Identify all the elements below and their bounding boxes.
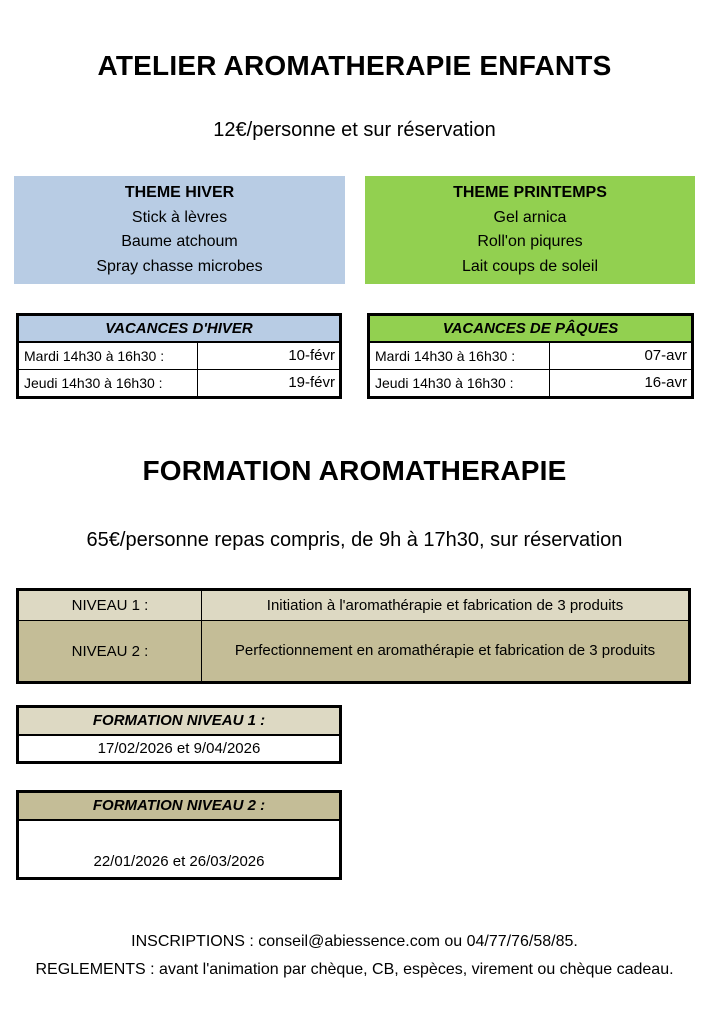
vacances-hiver-table (16, 313, 342, 399)
vacances-hiver-header: VACANCES D'HIVER (19, 316, 339, 343)
page-title: ATELIER AROMATHERAPIE ENFANTS (97, 50, 612, 81)
niveau-table (16, 588, 691, 684)
theme-printemps-title: THEME PRINTEMPS (453, 184, 607, 202)
theme-hiver-item-1: Stick à lèvres (131, 208, 228, 226)
schedule-date: 07-avr (644, 347, 687, 364)
atelier-price-line: 12€/personne et sur réservation (213, 119, 496, 141)
schedule-label: Mardi 14h30 à 16h30 : (19, 343, 198, 369)
niveau2-description: Perfectionnement en aromathérapie et fabrication de 3 produits (234, 642, 656, 660)
theme-hiver-item-3: Spray chasse microbes (96, 257, 263, 275)
table-row (19, 621, 688, 681)
theme-printemps-box (365, 176, 695, 284)
niveau1-label: NIVEAU 1 : (19, 591, 202, 620)
vacances-paques-table (367, 313, 694, 399)
vacances-paques-header: VACANCES DE PÂQUES (370, 316, 691, 343)
table-row (19, 370, 339, 396)
table-row (19, 591, 688, 621)
formation-niveau2-box (16, 790, 342, 880)
theme-hiver-box (14, 176, 345, 284)
theme-hiver-title: THEME HIVER (124, 184, 235, 202)
niveau1-description: Initiation à l'aromathérapie et fabrication de 3 produits (266, 596, 624, 614)
formation-niveau1-header: FORMATION NIVEAU 1 : (19, 708, 339, 736)
formation-niveau1-box (16, 705, 342, 764)
reglements-line: REGLEMENTS : avant l'animation par chèque, CB, espèces, virement ou chèque cadeau. (35, 961, 674, 978)
formation-title: FORMATION AROMATHERAPIE (142, 455, 567, 486)
theme-printemps-item-1: Gel arnica (493, 208, 567, 226)
schedule-label: Jeudi 14h30 à 16h30 : (19, 370, 198, 396)
theme-printemps-item-3: Lait coups de soleil (461, 257, 599, 275)
schedule-label: Jeudi 14h30 à 16h30 : (370, 370, 550, 396)
formation-niveau1-dates: 17/02/2026 et 9/04/2026 (19, 736, 339, 761)
table-row (19, 343, 339, 370)
schedule-date: 19-févr (288, 374, 335, 391)
inscriptions-line: INSCRIPTIONS : conseil@abiessence.com ou 04/77/76/58/85. (131, 933, 578, 950)
niveau2-label: NIVEAU 2 : (19, 621, 202, 681)
theme-hiver-item-2: Baume atchoum (121, 233, 238, 251)
table-row (370, 370, 691, 396)
table-row (370, 343, 691, 370)
theme-printemps-item-2: Roll'on piqures (477, 233, 583, 251)
schedule-label: Mardi 14h30 à 16h30 : (370, 343, 550, 369)
formation-niveau2-header: FORMATION NIVEAU 2 : (19, 793, 339, 821)
formation-niveau2-dates: 22/01/2026 et 26/03/2026 (19, 821, 339, 877)
formation-price-line: 65€/personne repas compris, de 9h à 17h30, sur réservation (86, 529, 623, 551)
schedule-date: 16-avr (644, 374, 687, 391)
schedule-date: 10-févr (288, 347, 335, 364)
